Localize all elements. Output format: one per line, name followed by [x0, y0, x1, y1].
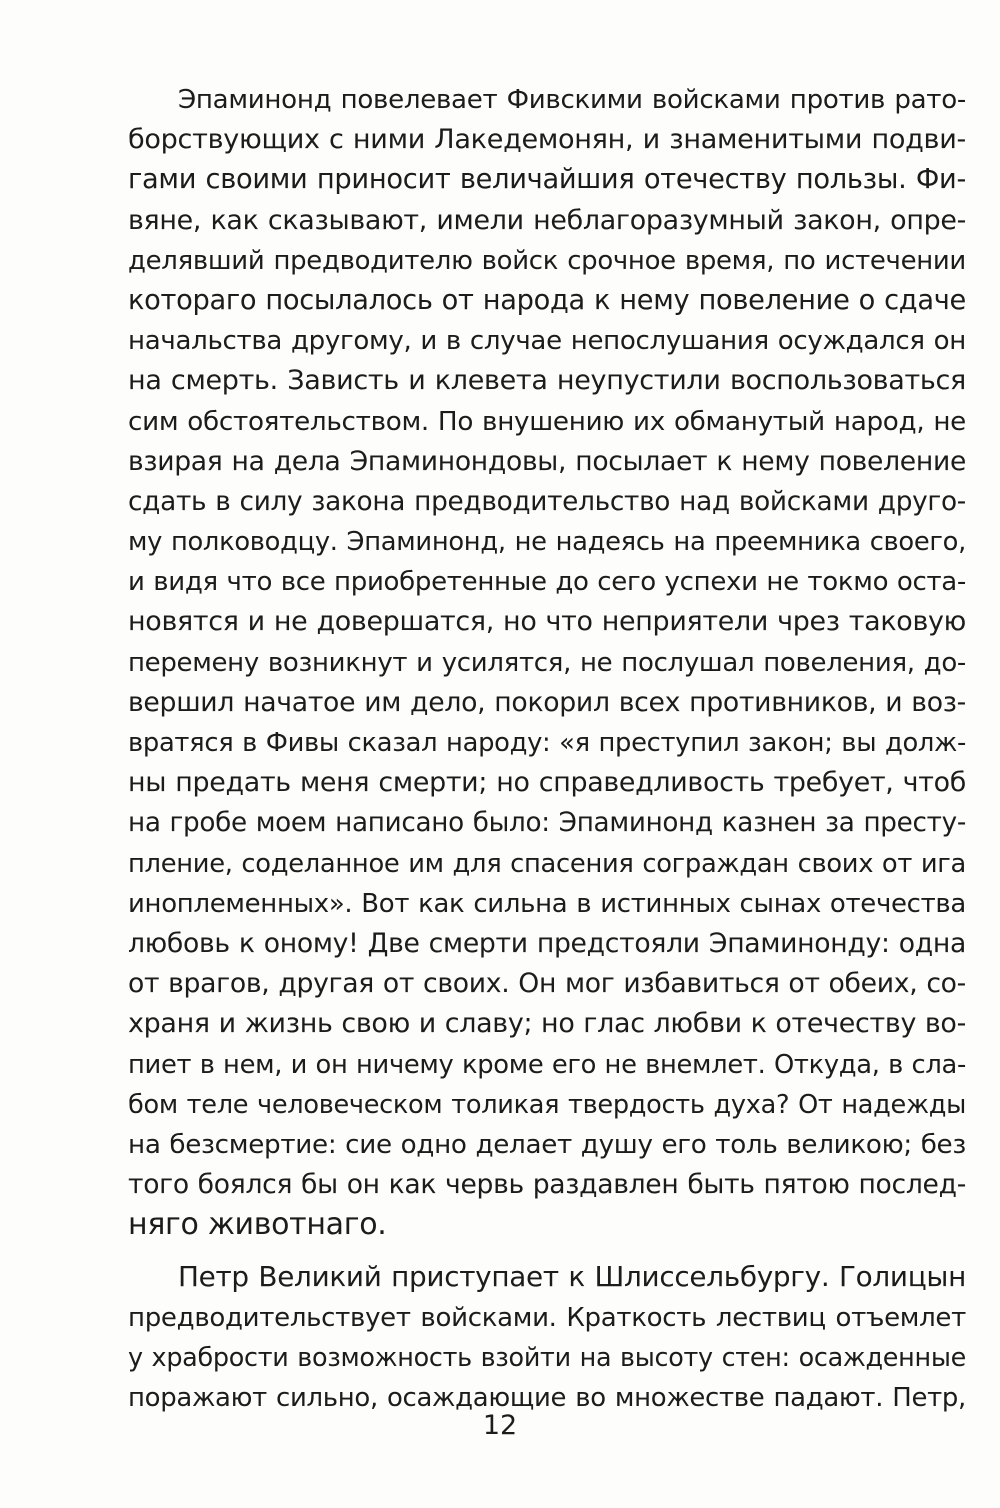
text-line: поражают сильно, осаждающие во множестве падают. Петр,: [128, 1383, 966, 1413]
text-line: сим обстоятельством. По внушению их обманутый народ, не: [128, 406, 966, 437]
text-line: борствующих с ними Лакедемонян, и знаменитыми подви-: [128, 124, 966, 156]
text-line: Петр Великий приступает к Шлиссельбургу. Голицын: [178, 1260, 966, 1294]
text-line: ны предать меня смерти; но справедливость требует, чтоб: [128, 767, 966, 799]
text-line: того боялся бы он как червь раздавлен быть пятою послед-: [128, 1169, 966, 1201]
body-text: [128, 80, 966, 1418]
text-line: на смерть. Зависть и клевета неупустили воспользоваться: [128, 365, 966, 397]
text-line: му полководцу. Эпаминонд, не надеясь на преемника своего,: [128, 527, 966, 558]
text-line: вершил начатое им дело, покорил всех противников, и воз-: [128, 686, 966, 718]
text-line: котораго посылалось от народа к нему повеление о сдаче: [128, 284, 966, 316]
paragraph-epaminondas: [128, 80, 966, 1245]
text-line: бом теле человеческом толикая твердость духа? От надежды: [128, 1089, 966, 1120]
text-line: гами своими приносит величайшия отечеству пользы. Фи-: [128, 164, 966, 196]
text-line: храня и жизнь свою и славу; но глас любви к отечеству во-: [128, 1008, 966, 1040]
paragraph-spacer: [128, 1245, 966, 1257]
text-line: няго животнаго.: [128, 1207, 387, 1243]
text-line: новятся и не довершатся, но что неприятели чрез таковую: [128, 606, 966, 638]
text-line: перемену возникнут и усилятся, не послушал повеления, до-: [128, 647, 966, 678]
text-line: начальства другому, и в случае непослушания осуждался он: [128, 326, 966, 357]
text-line: вратяся в Фивы сказал народу: «я преступил закон; вы долж-: [128, 728, 966, 758]
text-line: от врагов, другая от своих. Он мог избавиться от обеих, со-: [128, 968, 966, 1000]
text-line: любовь к оному! Две смерти предстояли Эпаминонду: одна: [128, 927, 966, 959]
text-line: на гробе моем написано было: Эпаминонд казнен за престу-: [128, 808, 966, 839]
text-line: пиет в нем, и он ничему кроме его не внемлет. Откуда, в сла-: [128, 1049, 966, 1080]
text-line: у храбрости возможность взойти на высоту стен: осажденные: [128, 1342, 966, 1373]
text-line: сдать в силу закона предводительство над войсками друго-: [128, 486, 966, 517]
text-line: и видя что все приобретенные до сего успехи не токмо оста-: [128, 567, 966, 598]
text-line: пление, соделанное им для спасения сограждан своих от ига: [128, 848, 966, 879]
paragraph-peter-the-great: [128, 1257, 966, 1418]
text-line: Эпаминонд повелевает Фивскими войсками против рато-: [178, 85, 966, 115]
text-line: вяне, как сказывают, имели неблагоразумный закон, опре-: [128, 204, 966, 236]
page-number: 12: [482, 1410, 518, 1441]
text-line: иноплеменных». Вот как сильна в истинных сынах отечества: [128, 888, 966, 919]
text-line: предводительствует войсками. Краткость лествиц отъемлет: [128, 1302, 966, 1333]
text-line: взирая на дела Эпаминондовы, посылает к нему повеление: [128, 445, 966, 477]
text-line: делявший предводителю войск срочное время, по истечении: [128, 245, 966, 276]
text-line: на безсмертие: сие одно делает душу его толь великою; без: [128, 1129, 966, 1160]
